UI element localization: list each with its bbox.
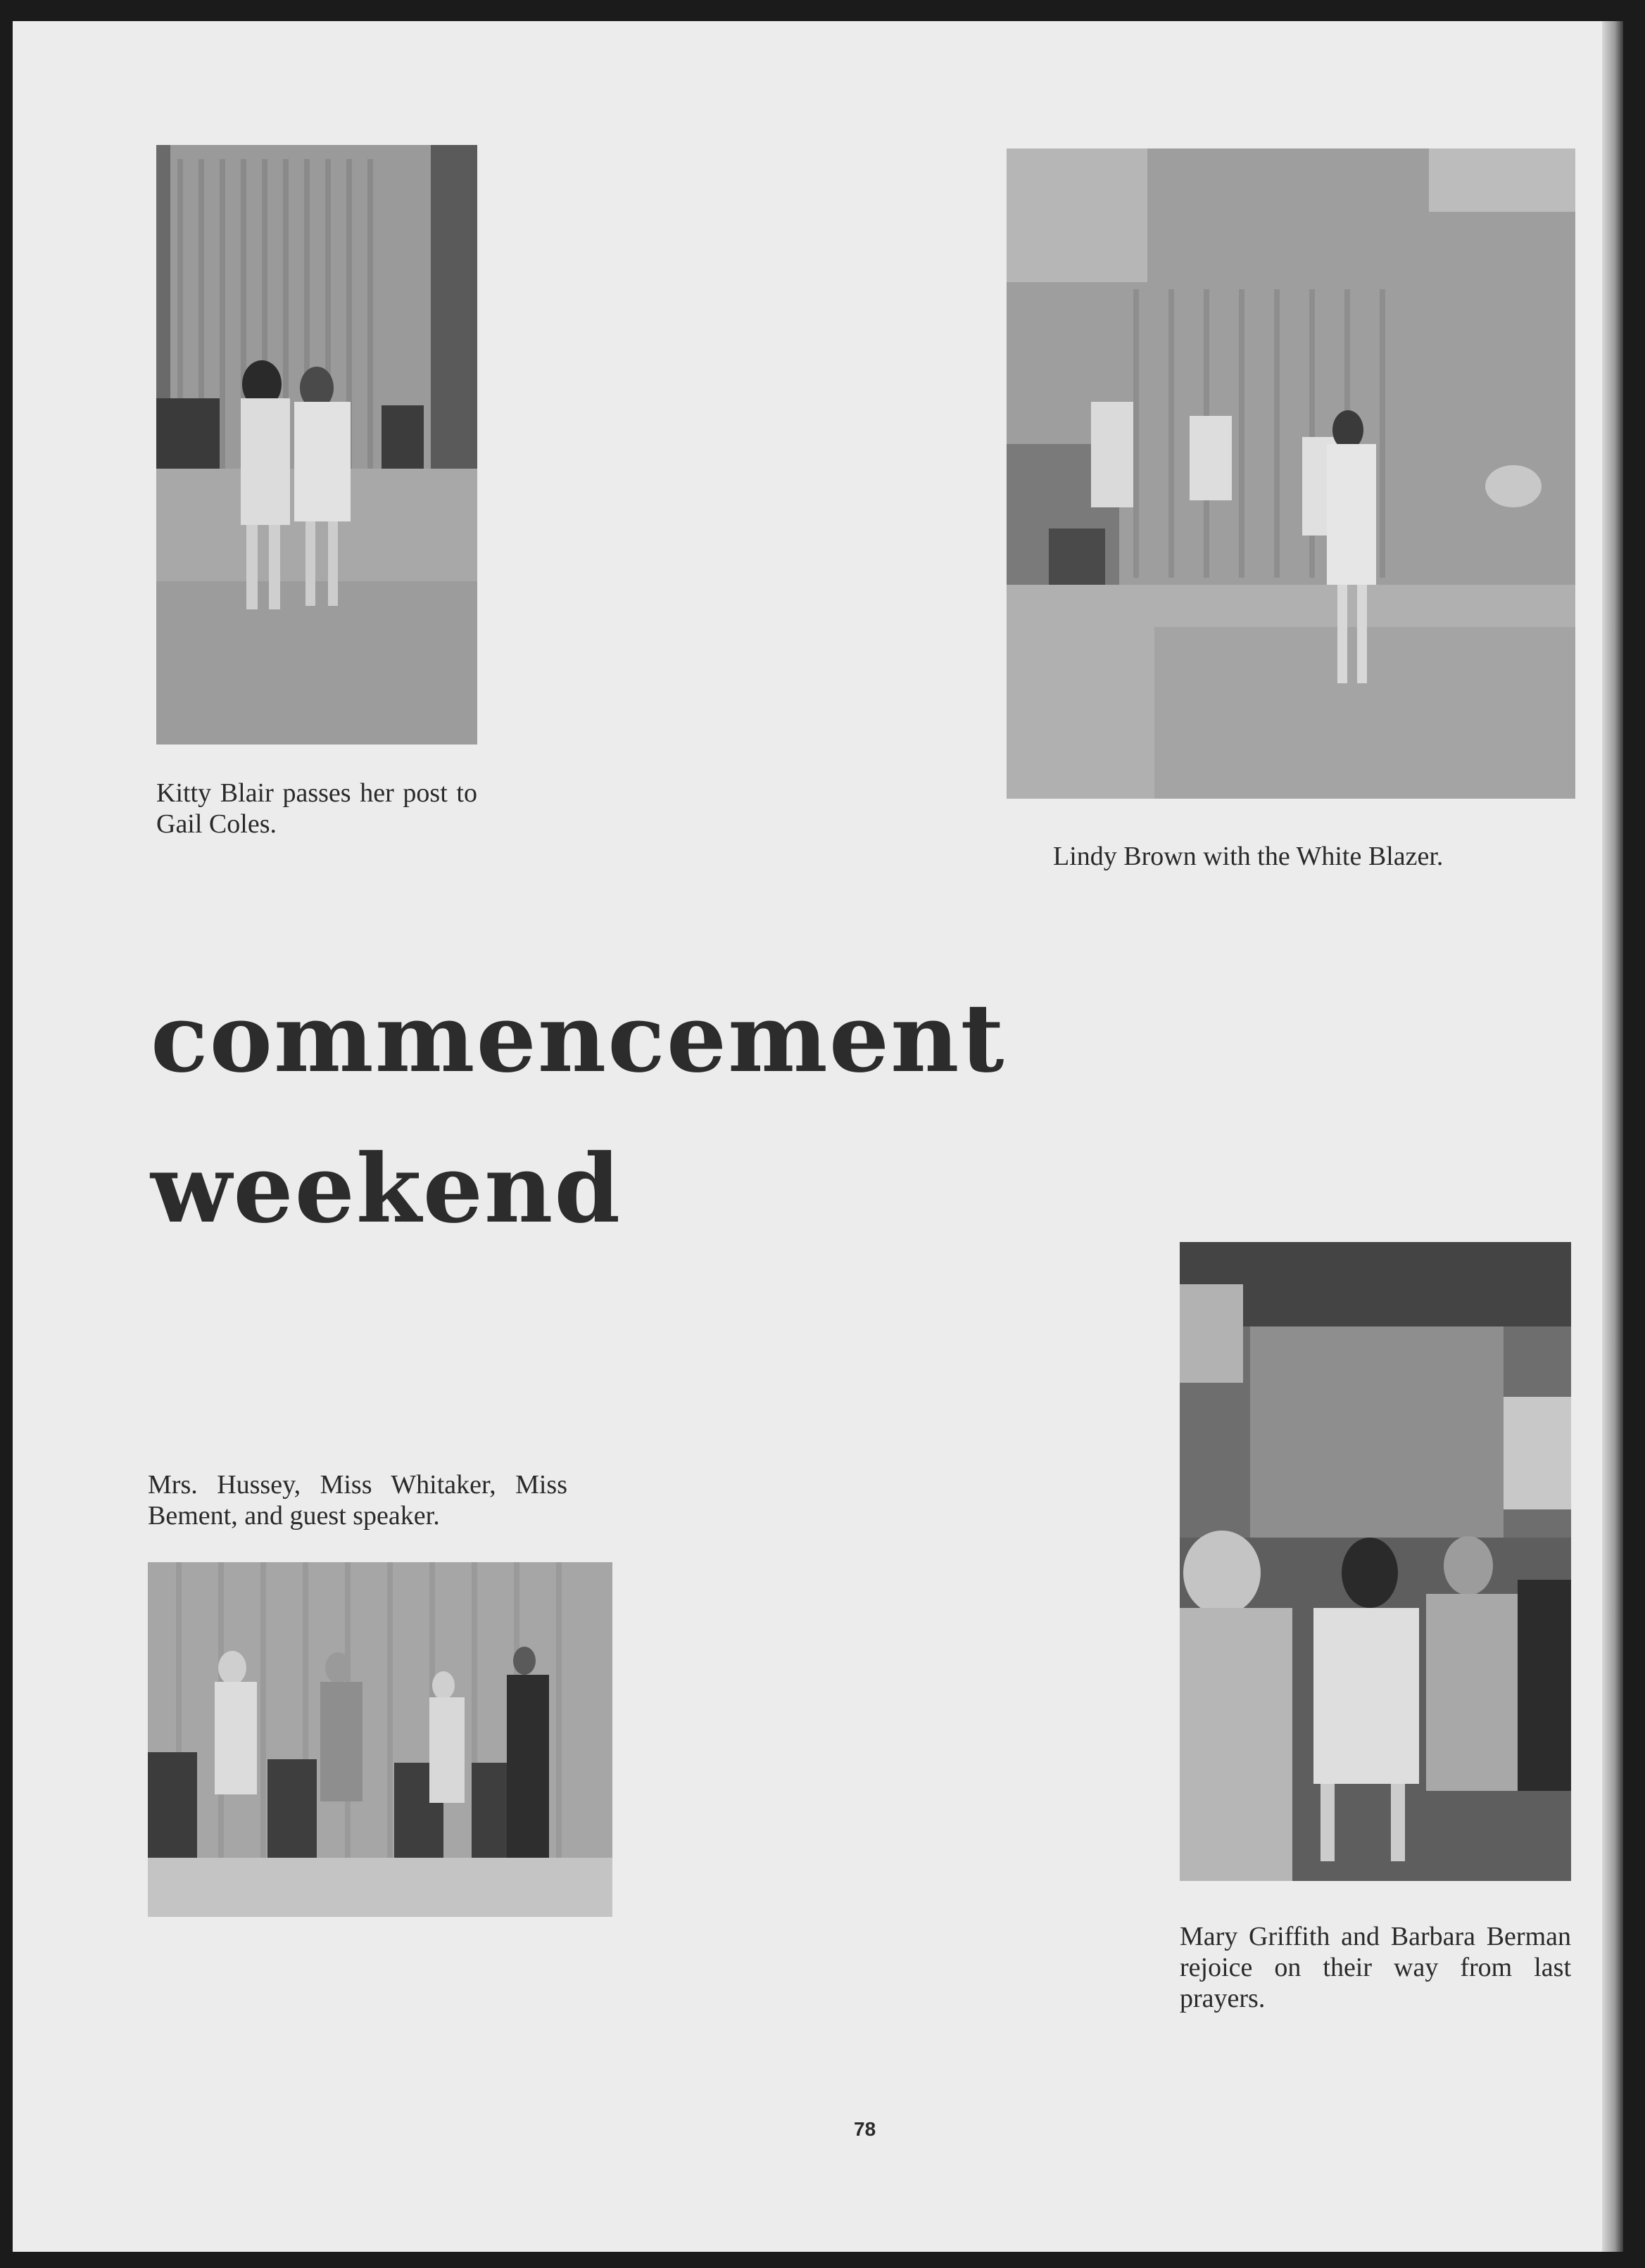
caption-hussey-whitaker-bement: Mrs. Hussey, Miss Whitaker, Miss Bement, and guest speaker. xyxy=(148,1470,567,1531)
headline-weekend: weekend xyxy=(151,1133,622,1244)
caption-kitty-blair: Kitty Blair passes her post to Gail Coles. xyxy=(156,778,477,839)
book-spine-shadow xyxy=(1602,21,1623,2252)
headline-commencement: commencement xyxy=(151,982,1006,1094)
caption-lindy-brown: Lindy Brown with the White Blazer. xyxy=(1053,842,1444,871)
photo-lindy-brown-white-blazer xyxy=(1007,148,1575,799)
caption-mary-griffith: Mary Griffith and Barbara Berman rejoice on their way from last prayers. xyxy=(1180,1922,1571,2013)
photo-mary-griffith-barbara-berman xyxy=(1180,1242,1571,1881)
yearbook-page xyxy=(13,21,1623,2252)
photo-hussey-whitaker-bement-speaker xyxy=(148,1562,612,1917)
page-number: 78 xyxy=(854,2118,876,2140)
photo-kitty-blair-gail-coles xyxy=(156,145,477,745)
